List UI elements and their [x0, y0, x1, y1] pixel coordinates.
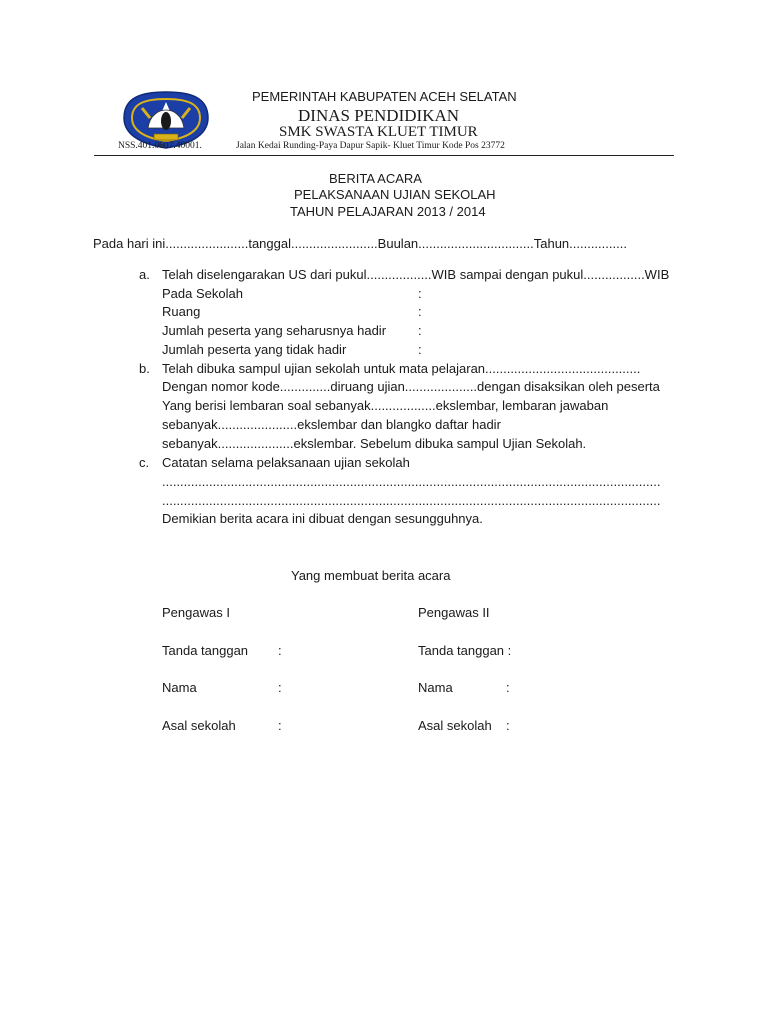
academic-year: TAHUN PELAJARAN 2013 / 2014: [290, 204, 486, 219]
section-c-marker: c.: [139, 455, 150, 470]
signature-heading: Yang membuat berita acara: [291, 568, 451, 583]
closing-statement: Demikian berita acara ini dibuat dengan sesungguhnya.: [162, 511, 483, 526]
intro-date-line: Pada hari ini.......................tanggal........................Buulan................................Tahun................: [93, 236, 627, 251]
school-name: SMK SWASTA KLUET TIMUR: [279, 124, 478, 140]
supervisor-2-signature-label: Tanda tanggan :: [418, 643, 512, 658]
field-colon: :: [506, 718, 510, 733]
section-a-text: Telah diselengarakan US dari pukul..................WIB sampai dengan pukul.................WIB: [162, 267, 670, 282]
field-label-absent-participants: Jumlah peserta yang tidak hadir: [162, 342, 347, 357]
field-label-school: Pada Sekolah: [162, 286, 243, 301]
school-address: Jalan Kedai Runding-Paya Dapur Sapik- Kluet Timur Kode Pos 23772: [236, 141, 505, 151]
document-title: BERITA ACARA: [329, 171, 422, 186]
supervisor-2-name-label: Nama: [418, 680, 453, 695]
section-b-line: Telah dibuka sampul ujian sekolah untuk mata pelajaran...........................................: [162, 361, 641, 376]
section-b-line: Dengan nomor kode..............diruang ujian....................dengan disaksikan oleh peserta: [162, 379, 660, 394]
field-colon: :: [278, 680, 282, 695]
supervisor-1-name-label: Nama: [162, 680, 197, 695]
section-b-line: sebanyak.....................ekslembar. Sebelum dibuka sampul Ujian Sekolah.: [162, 436, 587, 451]
section-b-line: sebanyak......................ekslembar dan blangko daftar hadir: [162, 417, 501, 432]
field-colon: :: [278, 718, 282, 733]
letterhead-divider: [94, 155, 674, 156]
section-b-marker: b.: [139, 361, 150, 376]
government-name: PEMERINTAH KABUPATEN ACEH SELATAN: [252, 89, 517, 104]
notes-dotted-line: ..........................................................................................................................................: [162, 474, 661, 489]
field-colon: :: [418, 304, 422, 319]
document-subtitle: PELAKSANAAN UJIAN SEKOLAH: [294, 187, 496, 202]
section-c-text: Catatan selama pelaksanaan ujian sekolah: [162, 455, 410, 470]
field-colon: :: [418, 342, 422, 357]
notes-dotted-line: ..........................................................................................................................................: [162, 493, 661, 508]
school-nss: NSS.401.0607.40001.: [118, 141, 202, 151]
field-colon: :: [506, 680, 510, 695]
field-label-room: Ruang: [162, 304, 201, 319]
supervisor-1-signature-label: Tanda tanggan: [162, 643, 249, 658]
supervisor-1-title: Pengawas I: [162, 605, 230, 620]
supervisor-2-title: Pengawas II: [418, 605, 490, 620]
department-name: DINAS PENDIDIKAN: [298, 106, 460, 125]
supervisor-2-school-label: Asal sekolah: [418, 718, 492, 733]
field-colon: :: [418, 323, 422, 338]
supervisor-1-school-label: Asal sekolah: [162, 718, 236, 733]
section-a-marker: a.: [139, 267, 150, 282]
field-colon: :: [278, 643, 282, 658]
section-b-line: Yang berisi lembaran soal sebanyak..................ekslembar, lembaran jawaban: [162, 398, 609, 413]
field-colon: :: [418, 286, 422, 301]
field-label-expected-participants: Jumlah peserta yang seharusnya hadir: [162, 323, 387, 338]
